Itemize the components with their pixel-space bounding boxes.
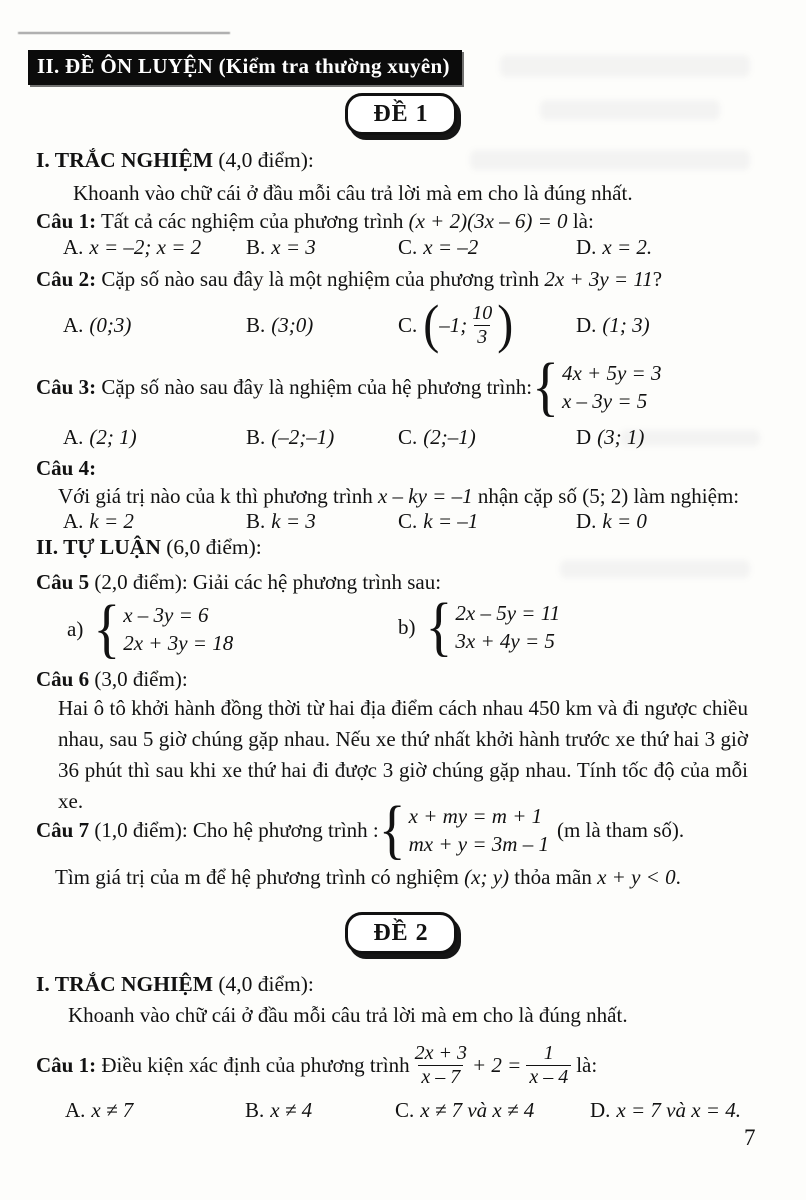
option-letter: D.: [590, 1098, 611, 1122]
equation-1: x + my = m + 1: [408, 804, 543, 828]
scan-bleed-artifact: [540, 100, 720, 120]
option-letter: B.: [246, 235, 266, 259]
de1-badge: [345, 93, 457, 135]
de1-q5-system-b: [398, 590, 561, 664]
option-a: [63, 508, 246, 535]
option-value: k = 2: [89, 509, 134, 533]
fraction-2: [526, 1042, 571, 1089]
de2-q1: [36, 1036, 597, 1094]
option-value: k = 0: [602, 509, 647, 533]
option-value: k = 3: [271, 509, 316, 533]
option-value: (2; 1): [89, 425, 137, 449]
option-d: [576, 234, 781, 261]
option-value: x = 3: [271, 235, 316, 259]
option-value: x ≠ 7 và x ≠ 4: [420, 1098, 535, 1122]
system-b-label: b): [398, 614, 416, 639]
option-letter: C.: [398, 425, 418, 449]
equation-system: { 4x + 5y = 3 x – 3y = 5: [532, 350, 662, 424]
equation-2: 3x + 4y = 5: [455, 629, 555, 653]
question-text: Với giá trị nào của k thì phương trình: [58, 484, 378, 508]
heading-points: (6,0 điểm):: [160, 535, 262, 559]
option-c: [398, 424, 576, 451]
de1-instruction: [73, 180, 633, 207]
option-letter: A.: [63, 312, 84, 337]
section-header: [28, 50, 462, 85]
option-value-fraction: ( –1; $\frac{10}{3}$ ): [423, 294, 514, 355]
scan-bleed-artifact: [500, 55, 750, 77]
option-letter: D.: [576, 509, 597, 533]
equation-2: x – 3y = 5: [561, 389, 648, 413]
fraction-denominator: x – 7: [418, 1065, 463, 1089]
heading-title: I. TRẮC NGHIỆM: [36, 972, 213, 996]
fraction-denominator: x – 4: [526, 1065, 571, 1089]
line2-text: Tìm giá trị của m để hệ phương trình có nghiệm: [55, 865, 465, 889]
de2-q1-options: [36, 1097, 781, 1124]
de2-badge-label: ĐỀ 2: [373, 919, 429, 946]
question-label: Câu 4:: [36, 456, 97, 480]
de2-trac-nghiem-heading: [36, 971, 314, 998]
question-line: [36, 817, 379, 844]
question-points: (2,0 điểm):: [89, 570, 188, 594]
fraction-1: [415, 1042, 467, 1089]
option-letter: A.: [65, 1098, 86, 1122]
question-math: 2x + 3y = 11: [544, 267, 653, 291]
question-tail: (m là tham số).: [556, 817, 685, 842]
question-tail: ?: [652, 267, 663, 291]
option-letter: B.: [246, 312, 266, 337]
question-line: [36, 1052, 410, 1079]
option-letter: A.: [63, 235, 84, 259]
question-text: Điều kiện xác định của phương trình: [96, 1052, 410, 1077]
line2-mid: thỏa mãn: [509, 865, 598, 889]
option-letter: D.: [576, 235, 597, 259]
option-value: x ≠ 7: [91, 1098, 134, 1122]
de1-q2-options: [36, 296, 781, 354]
de1-q7: [36, 793, 685, 867]
option-b: [245, 1097, 395, 1124]
question-line: [36, 374, 532, 401]
instruction-text: Khoanh vào chữ cái ở đầu mỗi câu trả lời mà em cho là đúng nhất.: [68, 1003, 628, 1027]
heading-title: I. TRẮC NGHIỆM: [36, 148, 213, 172]
option-c: [398, 508, 576, 535]
question-math: x – ky = –1: [377, 484, 473, 508]
option-c: [395, 1097, 590, 1124]
option-a: [63, 312, 246, 339]
scan-bleed-artifact: [470, 150, 750, 170]
scan-bleed-artifact: [560, 560, 750, 578]
de1-q3: [36, 350, 662, 424]
question-label: Câu 1:: [36, 1052, 97, 1077]
option-b: [246, 234, 398, 261]
question-text: Cho hệ phương trình :: [187, 817, 379, 842]
de2-instruction: [68, 1002, 628, 1029]
question-text: Giải các hệ phương trình sau:: [187, 570, 442, 594]
equation-1: x – 3y = 6: [123, 603, 209, 627]
option-letter: B.: [246, 425, 266, 449]
question-text: Cặp số nào sau đây là một nghiệm của phương trình: [96, 267, 545, 291]
fraction-numerator: 2x + 3: [414, 1041, 467, 1064]
heading-title: II. TỰ LUẬN: [36, 535, 161, 559]
line2-math1: (x; y): [464, 865, 510, 889]
option-c: [398, 234, 576, 261]
instruction-text: Khoanh vào chữ cái ở đầu mỗi câu trả lời mà em cho là đúng nhất.: [73, 181, 633, 205]
option-letter: C.: [398, 235, 418, 259]
option-letter: A.: [63, 425, 84, 449]
option-d: [576, 424, 781, 451]
section-header-title: II. ĐỀ ÔN LUYỆN (Kiểm tra thường xuyên): [37, 54, 450, 78]
equation-2: mx + y = 3m – 1: [408, 832, 549, 856]
heading-points: (4,0 điểm):: [213, 148, 314, 172]
option-letter: D: [576, 425, 592, 449]
equation-middle: + 2 =: [471, 1052, 522, 1077]
option-value: (2;–1): [423, 425, 476, 449]
page-number: 7: [744, 1125, 756, 1150]
option-value: k = –1: [423, 509, 479, 533]
equation-system: { x + my = m + 1 mx + y = 3m – 1: [378, 793, 549, 867]
question-label: Câu 6: [36, 667, 90, 691]
fraction-denominator: 3: [474, 325, 490, 349]
de1-q4-options: [36, 508, 781, 535]
option-value: (3;0): [271, 312, 314, 337]
option-b: [246, 508, 398, 535]
question-tail: là:: [567, 209, 594, 233]
option-letter: B.: [245, 1098, 265, 1122]
option-value: x ≠ 4: [270, 1098, 313, 1122]
option-a: [63, 424, 246, 451]
system-equations: [562, 359, 661, 415]
question-points: (1,0 điểm):: [89, 817, 188, 842]
option-a: [63, 234, 246, 261]
question-tail: nhận cặp số (5; 2) làm nghiệm:: [472, 484, 740, 508]
fraction-prefix: –1;: [439, 312, 468, 337]
de1-q4-label: [36, 455, 96, 482]
option-a: [65, 1097, 245, 1124]
option-letter: B.: [246, 509, 266, 533]
question-label: Câu 2:: [36, 267, 97, 291]
de1-tu-luan-heading: [36, 534, 262, 561]
fraction-numerator: 10: [472, 301, 493, 324]
option-value: x = –2; x = 2: [89, 235, 202, 259]
line2-end: .: [675, 865, 681, 889]
equation-system: { x – 3y = 6 2x + 3y = 18: [93, 592, 234, 666]
question-label: Câu 7: [36, 817, 90, 842]
system-equations: [455, 599, 560, 655]
equation-1: 2x – 5y = 11: [455, 601, 561, 625]
option-value: (1; 3): [602, 312, 650, 337]
fraction-numerator: 1: [543, 1041, 554, 1064]
de1-q5-system-a: [67, 592, 234, 666]
de1-q1: [36, 208, 594, 235]
question-text: Cặp số nào sau đây là nghiệm của hệ phương trình:: [96, 374, 533, 399]
de1-q3-options: [36, 424, 781, 451]
option-letter: A.: [63, 509, 84, 533]
system-a-label: a): [67, 616, 84, 641]
option-value: x = –2: [423, 235, 479, 259]
line2-math2: x + y < 0: [597, 865, 676, 889]
question-text: Tất cả các nghiệm của phương trình: [96, 209, 409, 233]
de1-badge-label: ĐỀ 1: [373, 100, 429, 127]
option-letter: C.: [398, 312, 418, 337]
equation-2: 2x + 3y = 18: [123, 631, 234, 655]
de1-trac-nghiem-heading: [36, 147, 314, 174]
option-b: [246, 312, 398, 339]
question-points: (3,0 điểm):: [89, 667, 188, 691]
question-label: Câu 3:: [36, 374, 97, 399]
option-value: x = 7 và x = 4.: [616, 1098, 741, 1122]
option-value: x = 2.: [602, 235, 653, 259]
question-math: (x + 2)(3x – 6) = 0: [408, 209, 568, 233]
question-label: Câu 1:: [36, 209, 97, 233]
option-c: [398, 294, 576, 355]
de1-q4-text: [58, 483, 739, 510]
de2-badge: [345, 912, 457, 954]
scan-artifact-line: [18, 32, 230, 34]
option-d: [576, 508, 781, 535]
option-b: [246, 424, 398, 451]
de1-q6-label: [36, 666, 188, 693]
de1-q2: [36, 266, 662, 293]
system-equations: [123, 601, 233, 657]
option-d: [576, 312, 781, 339]
question-label: Câu 5: [36, 570, 90, 594]
question-body-text: Hai ô tô khởi hành đồng thời từ hai địa điểm cách nhau 450 km và đi ngược chiều nhau, sau 5 giờ chúng gặp nhau. Nếu xe thứ nhất khởi hành trước xe thứ hai 3 giờ 36 phút thì sau khi xe thứ hai đi được 3 giờ chúng gặp nhau. Tính tốc độ của mỗi xe.: [58, 696, 748, 813]
equation-system: { 2x – 5y = 11 3x + 4y = 5: [425, 590, 561, 664]
question-tail: là:: [576, 1052, 598, 1077]
option-value: (0;3): [89, 312, 132, 337]
option-value: (3; 1): [597, 425, 645, 449]
option-letter: D.: [576, 312, 597, 337]
de1-q1-options: [36, 234, 781, 261]
option-value: (–2;–1): [271, 425, 335, 449]
option-letter: C.: [398, 509, 418, 533]
system-equations: [409, 802, 549, 858]
option-letter: C.: [395, 1098, 415, 1122]
de1-q7-line2: [55, 864, 681, 891]
heading-points: (4,0 điểm):: [213, 972, 314, 996]
equation-1: 4x + 5y = 3: [561, 361, 662, 385]
fraction: [472, 302, 492, 349]
option-d: [590, 1097, 781, 1124]
